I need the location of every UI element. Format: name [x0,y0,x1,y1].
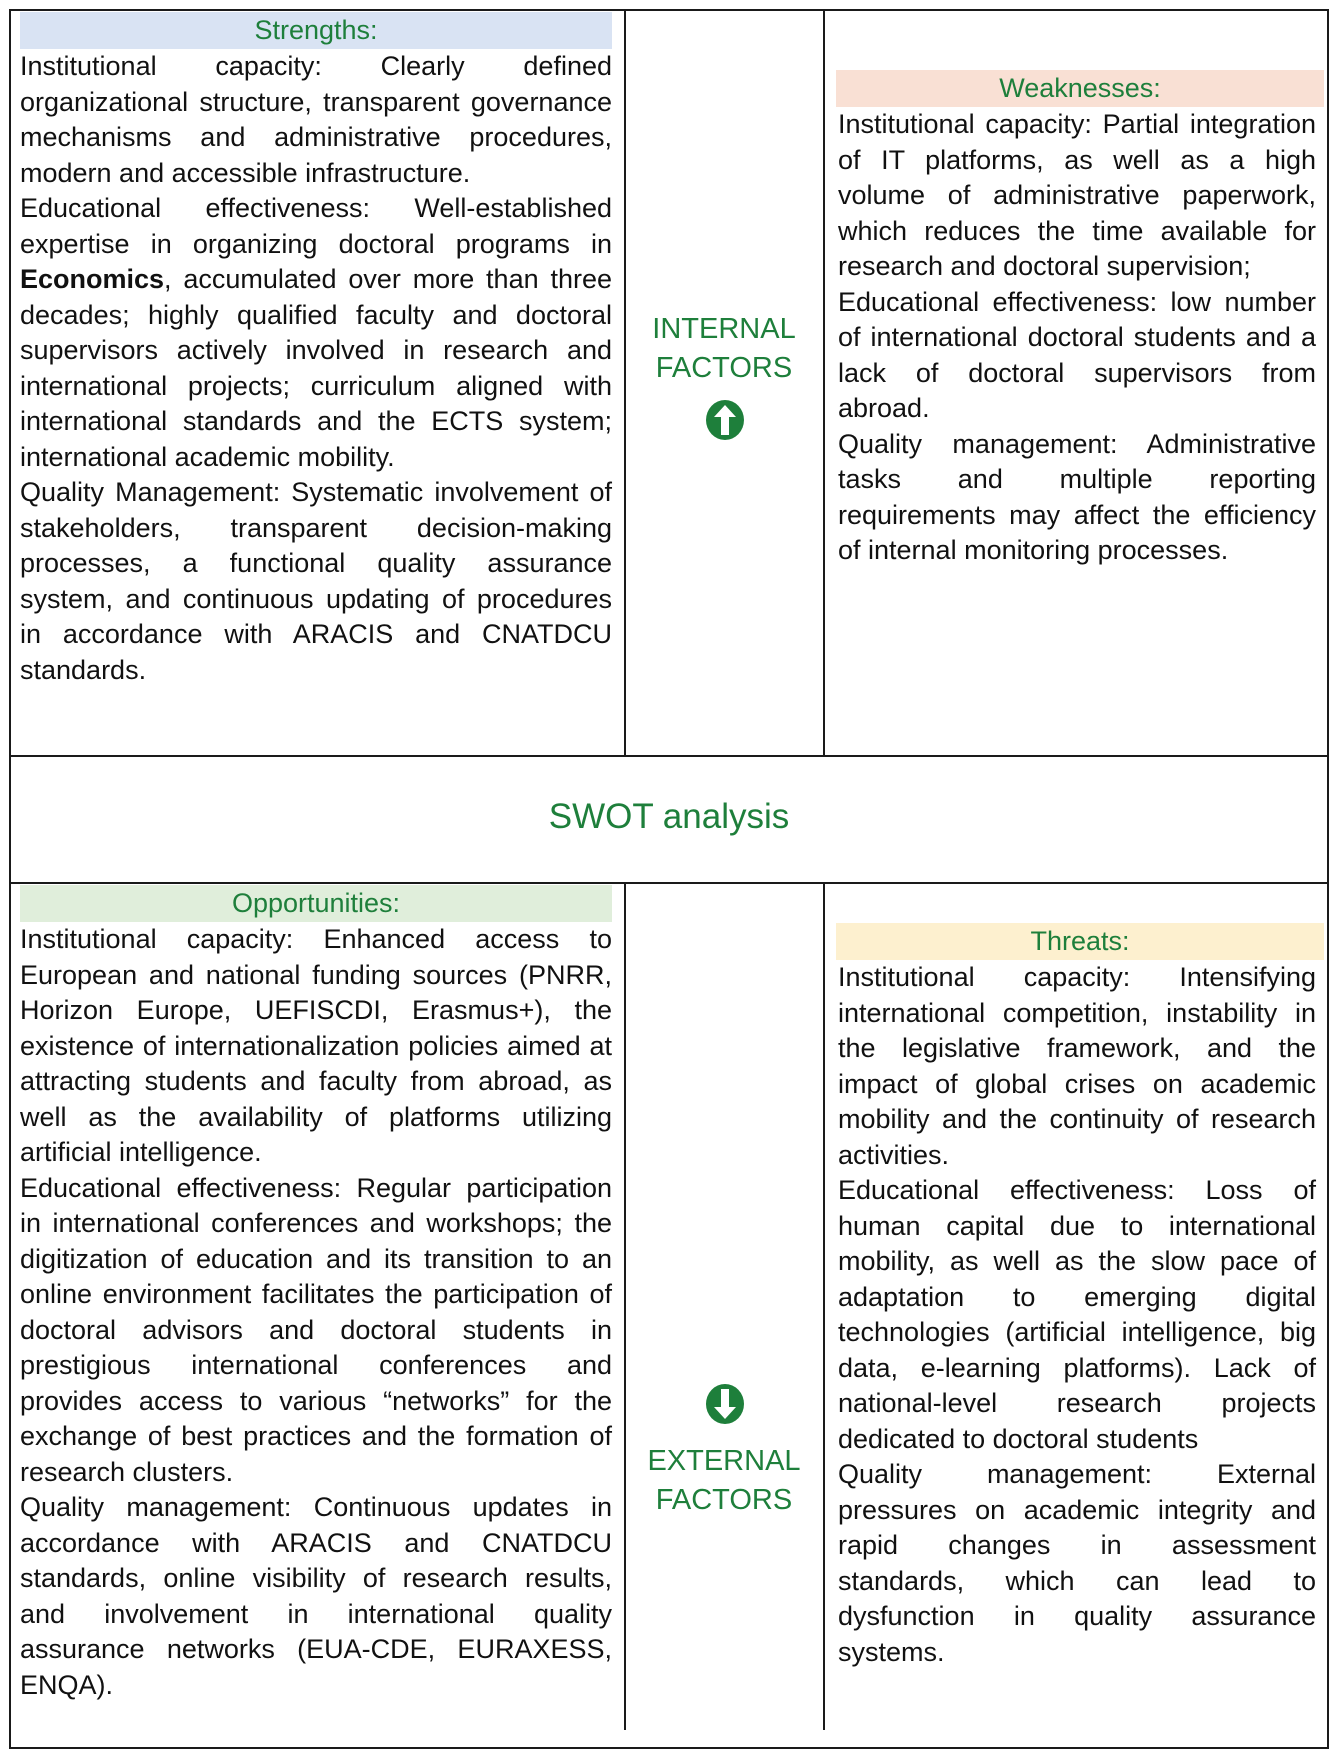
opportunities-heading: Opportunities: [20,885,612,922]
weaknesses-heading: Weaknesses: [836,70,1324,107]
weaknesses-cell [838,70,1316,569]
strengths-economics-bold: Economics [20,264,165,294]
arrow-up-circle-icon [705,399,745,441]
threats-cell [838,923,1316,1670]
opportunities-educational: Educational effectiveness: Regular participation in international conferences and workshops; the digitization of education and its transition to an online environment facilitates the participation of doctoral advisors and doctoral students in prestigious international conferences and provides access to various “networks” for the exchange of best practices and the formation of research clusters. [20,1172,612,1487]
divider-upper [9,755,1329,757]
swot-title: SWOT analysis [548,797,790,836]
strengths-cell [20,12,612,688]
opportunities-institutional: Institutional capacity: Enhanced access to European and national funding sources (PNRR, Horizon Europe, UEFISCDI, Erasmus+), the existence of internationalization policies aimed at attracting students and faculty from abroad, as well as the availability of platforms utilizing artificial intelligence. [20,924,612,1167]
strengths-institutional: Institutional capacity: Clearly defined organizational structure, transparent governance mechanisms and administrative procedures, modern and accessible infrastructure. [20,51,612,188]
threats-quality: Quality management: External pressures on academic integrity and rapid changes in assessment standards, which can lead to dysfunction in quality assurance systems. [838,1459,1316,1667]
threats-heading: Threats: [836,923,1324,960]
divider-top-right [823,9,825,756]
divider-bottom-left [624,882,626,1730]
internal-factors-label: INTERNAL FACTORS [652,313,796,384]
weaknesses-institutional: Institutional capacity: Partial integration of IT platforms, as well as a high volume of administrative paperwork, which reduces the time available for research and doctoral supervision; [838,109,1316,281]
strengths-heading: Strengths: [20,12,612,49]
weaknesses-quality: Quality management: Administrative tasks and multiple reporting requirements may affect the efficiency of internal monitoring processes. [838,428,1316,565]
weaknesses-educational: Educational effectiveness: low number of international doctoral students and a lack of doctoral supervisors from abroad. [838,286,1316,423]
opportunities-quality: Quality management: Continuous updates in accordance with ARACIS and CNATDCU standards, online visibility of research results, and involvement in international quality assurance networks (EUA-CDE, EURAXESS, ENQA). [20,1492,612,1700]
threats-institutional: Institutional capacity: Intensifying international competition, instability in the legislative framework, and the impact of global crises on academic mobility and the continuity of research activities. [838,962,1316,1170]
opportunities-cell [20,885,612,1703]
strengths-quality: Quality Management: Systematic involvement of stakeholders, transparent decision-making processes, a functional quality assurance system, and continuous updating of procedures in accordance with ARACIS and CNATDCU standards. [20,477,612,685]
threats-educational: Educational effectiveness: Loss of human capital due to international mobility, as well as the slow pace of adaptation to emerging digital technologies (artificial intelligence, big data, e-learning platforms). Lack of national-level research projects dedicated to doctoral students [838,1175,1316,1454]
divider-bottom-right [823,882,825,1730]
external-factors-label: EXTERNAL FACTORS [647,1445,801,1516]
divider-lower [9,882,1329,884]
strengths-educational: Educational effectiveness: Well-established expertise in organizing doctoral programs in Economics, accumulated over more than three decades; highly qualified faculty and doctoral supervisors actively involved in research and international projects; curriculum aligned with international standards and the ECTS system; international academic mobility. [20,193,612,472]
arrow-down-circle-icon [705,1383,745,1425]
